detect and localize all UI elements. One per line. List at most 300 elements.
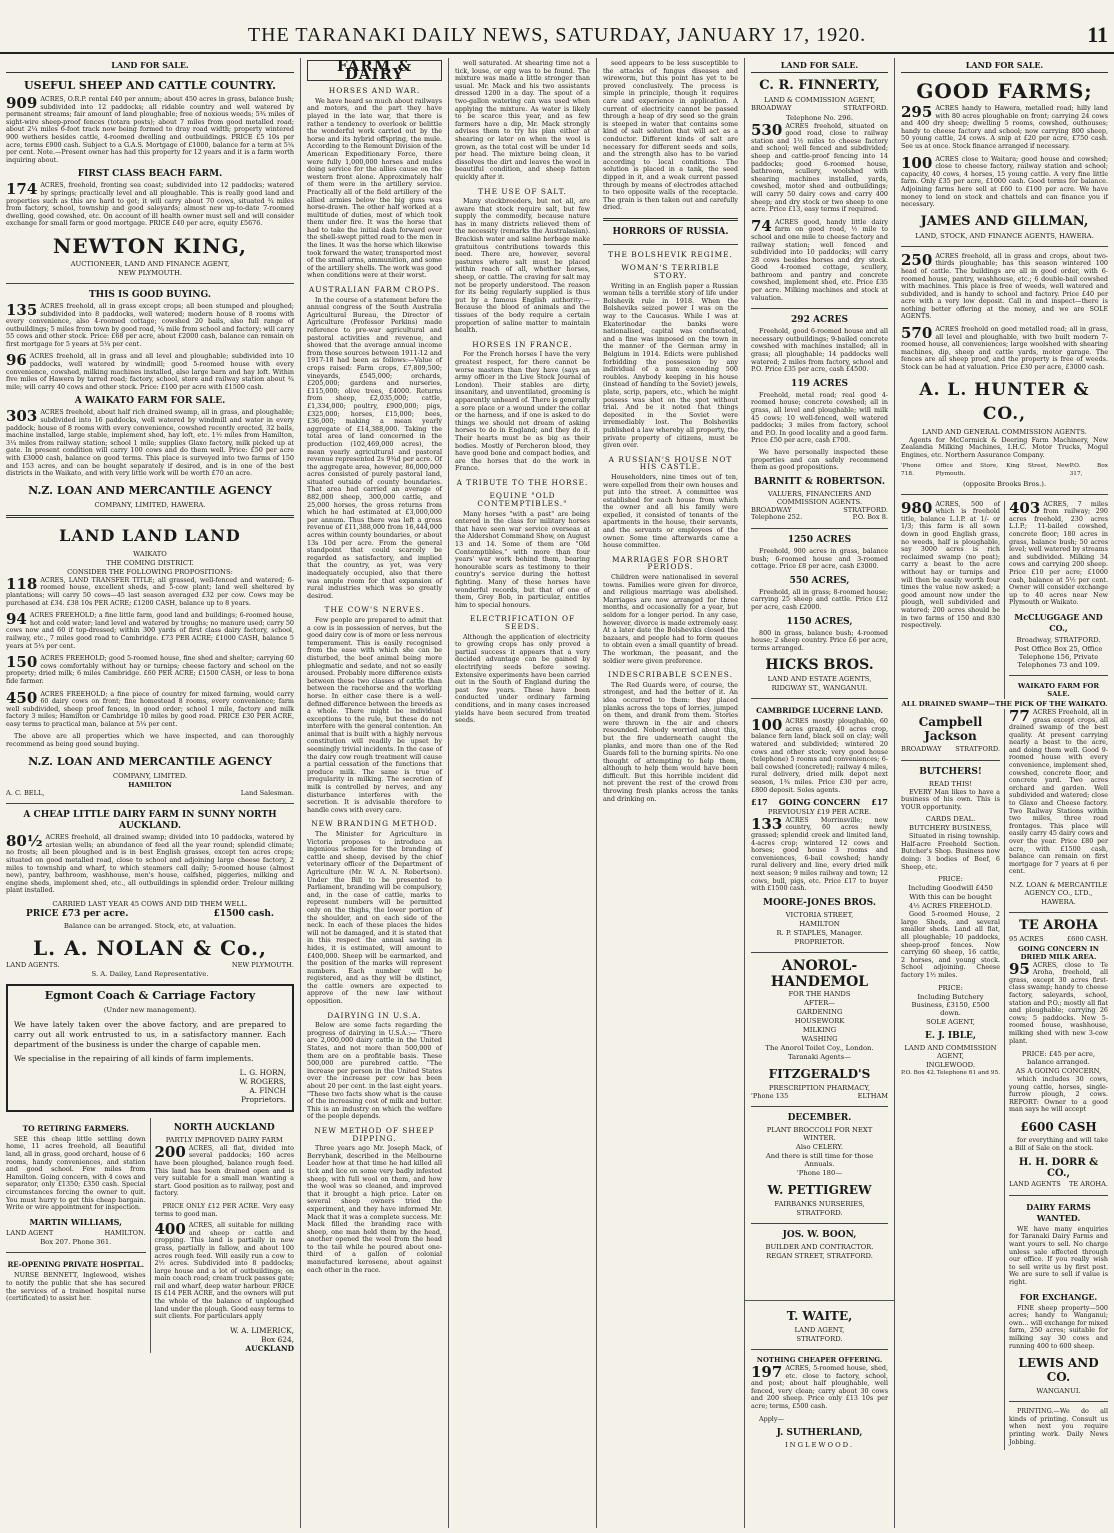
left-ad xyxy=(6,1118,146,1353)
agent-phone: 'Phone 718. xyxy=(901,463,921,477)
article-heading: HORRORS OF RUSSIA. xyxy=(612,226,729,237)
headline-row xyxy=(751,799,888,807)
agent-name: N.Z. LOAN AND MERCANTILE AGENCY xyxy=(28,754,272,768)
listing xyxy=(6,655,294,685)
listing-number: 135 xyxy=(6,300,38,319)
ad-title: Egmont Coach & Carriage Factory xyxy=(44,989,256,1003)
headline: 119 ACRES xyxy=(791,378,848,389)
article-heading: A RUSSIAN'S HOUSE NOT HIS CASTLE. xyxy=(608,454,733,472)
headline: USEFUL SHEEP AND CATTLE COUNTRY. xyxy=(24,79,276,92)
price-right: £17 xyxy=(871,797,888,808)
listing-number: 295 xyxy=(901,103,933,121)
ad-place: ELTHAM xyxy=(857,1091,888,1100)
headline: DAIRY FARMS WANTED. xyxy=(1026,1201,1091,1223)
note: Balance can be arranged. Stock, etc, at valuation. xyxy=(63,921,237,930)
agent-line xyxy=(901,463,1108,478)
article-text: Below are some facts regarding the progress of dairying in U.S.A.:— "There are 2,000,000 dairy cattle in the United States, and not more than 500,000 of them are on a profitable basis. These 500,000 are purebred cattle. "The increase per person in the United States over the increase per cow has been about 20 per cent. in the last eight years. "These two facts show what is the cause of the increasing cost of milk and butter. This is an industry on which the welfare of the people depends. xyxy=(307,1021,442,1121)
ad-title: DECEMBER. xyxy=(787,1113,852,1124)
article-text: In the course of a statement before the annual congress of the South Australia Agricultural Bureau, the Director of Agriculture (Professor Perkins) made reference to pre-war agricultural and pastoral activities and revenue, and showed that the average annual income from those sources between 1911-12 and 1917-18 had been as follows:—Value of crops raised: Farm crops, £7,809,500; vineyards, £545,000; orchards, £205,000; gardens and nurseries, £115,000; olive trees, £4000. Returns from sheep, £2,035,000; cattle, £1,334,000; poultry, £900,000; pigs, £325,000; horses, £15,000; bees, £36,000; making a mean yearly aggregate of £14,388,000. Taking the total area of land concerned in the production (102,469,000 acres), the mean yearly agricultural and pastoral revenue represented 2s 9¾d per acre. Of the aggregate area, however, 86,000,000 acres consisted of purely pastoral land, situated outside of county boundaries. That area had carried an average of 882,000 sheep, 300,000 cattle, and 25,000 horses, the gross returns from which he had estimated at £3,000,000 per annum. Thus there was left a gross revenue of £11,388,000 from 16,444,000 acres within county boundaries, or about 13s 10d per acre. From the general standpoint that could scarcely be regarded as satisfactory, and implied that the country, as yet, was very inadequately occupied, also that there was ample room for that expansion of rural industries which was so greatly desired. xyxy=(307,295,442,600)
cash: £600 CASH. xyxy=(1066,934,1108,943)
article-text: well saturated. At shearing time not a tick, louse, or egg was to be found. The mixture was made a little stronger than usual. Mr. Mack and his two assistants dressed 1200 in a day. The spout of a two-gallon watering can was used when applying the mixture. As water is likely to be scarce this year, and as few farmers have a dip, Mr. Mack strongly advises them to try his plan either at shearing or later on when the wool is grown, as the total cost will be under 1d per head. The mixture being clean, it dissolves the dirt and leaves the wool in beautiful condition, and sheep fatten quickly after it. xyxy=(455,59,590,181)
subheading: THE COMING DISTRICT. xyxy=(106,558,194,567)
agent-street: VICTORIA STREET, xyxy=(785,910,854,919)
headline: TE AROHA xyxy=(1019,917,1098,933)
article-heading: NEW BRANDING METHOD. xyxy=(311,819,438,829)
headline: THIS IS GOOD BUYING. xyxy=(88,289,211,300)
ad-line: 'Phone 180— xyxy=(796,1169,843,1178)
divider xyxy=(603,218,738,221)
listing xyxy=(6,409,294,477)
ad-subtitle: BUILDER AND CONTRACTOR. xyxy=(765,1243,874,1252)
price: PRICE: £45 per acre, balance arranged. xyxy=(1021,1050,1096,1067)
subheading: ALL DRAINED SWAMP—THE PICK OF THE WAIKATO. xyxy=(901,699,1108,708)
ad-phone: 'Phone 135 xyxy=(751,1091,789,1100)
ad-place: REGAN STREET, STRATFORD. xyxy=(766,1252,873,1261)
subheading: AS A GOING CONCERN, xyxy=(1015,1067,1102,1076)
masthead xyxy=(0,0,1114,54)
agent-name: H. H. DORR & CO., xyxy=(1018,1157,1099,1180)
divider xyxy=(603,244,738,245)
agent-subtitle: AUCTIONEER, LAND AND FINANCE AGENT, xyxy=(70,259,230,268)
listing xyxy=(6,688,294,729)
listing-text: Freehold, metal road; real good 4-roomed house; concrete cowshed; all in grass, all level and ploughable; will milk 45 cows; 10 well-fenced, well watered paddocks; 3 miles from factory, school and P.O. In good locality and a good farm. Price £50 per acre, cash £700. xyxy=(751,390,888,445)
masthead-title: THE TARANAKI DAILY NEWS, SATURDAY, JANUARY 17, 1920. xyxy=(247,24,867,46)
listing xyxy=(6,353,294,391)
agent-contact: Telephone 252. xyxy=(751,513,803,522)
agent-place: RIDGWAY ST., WANGANUI. xyxy=(771,684,868,693)
headline: RE-OPENING PRIVATE HOSPITAL. xyxy=(7,1260,145,1270)
agent-name: N.Z. LOAN AND MERCANTILE AGENCY xyxy=(28,483,272,497)
agent-name: MOORE-JONES BROS. xyxy=(763,897,876,908)
ad-line: GARDENING xyxy=(796,1007,843,1016)
listing-text: ACRES, LAND TRANSFER TITLE; all grassed, well-fenced and watered; 6-roomed house, excellent sheds, and 5-cow plant; land well sheltered by plantations; will carry 50 cows—45 last season averaged £32 per cow. Cows may be purchased at £34. £38 10s PER ACRE; £1200 CASH, balance up to 8 years. xyxy=(6,575,294,607)
article-text: Although the application of electricity to growing crops has only proved a partial success it appears that a very decided advantage can be gained by electrifying seeds before sowing. Extensive experiments have been carried out in the South of England during the past few years. These have been conducted under ordinary farming conditions, and in many cases increased yields have been secured from treated seeds. xyxy=(455,632,590,725)
listing-text: ACRES freehold, situated on good road, close to railway station and 1½ miles to cheese factory and school; well fenced and subdivided; sheep and cattle-proof fencing into 14 paddocks; good 6-roomed house, bathroom, scullery, woolshed with shearing machines installed, yards, cowshed, motor shed and outbuildings; will carry 50 dairy cows and carry 400 sheep; and dry stock or two sheep to one acre. Price £13, easy terms if required. xyxy=(751,121,888,214)
divider xyxy=(1009,1195,1108,1196)
agent-title: PROPRIETOR. xyxy=(794,937,845,946)
headline: NOTHING CHEAPER OFFERING. xyxy=(756,1356,883,1364)
article-subheading: WOMAN'S TERRIBLE STORY. xyxy=(621,263,720,281)
signature: W. ROGERS, xyxy=(239,1076,286,1086)
agent-subtitle: LAND & COMMISSION AGENT, xyxy=(763,96,876,104)
article-text: The Red Guards were, of course, the strongest, and had the better of it. An idea occurred to them: they placed planks across the tops of lorries, jumped on them, and drank from them. Stories were thrown in the air and cheers resounded. Nobody worried about this, but the fire underneath caught the planks, and more than one of the Red Guards fell to the burning spirits. No one thought of attempting to help them, although to help them would have been difficult. But this horrible incident did not prevent the rest of the crowd from throwing fresh planks across the tanks and drinking on. xyxy=(603,680,738,803)
listing-text: ACRES Freehold, all in grass except crops, all drained swamp of the best quality. At present carrying nearly a beast to the acre, and doing them well. Good 9-roomed house with every convenience, implement shed, cowshed, concrete floor, and concrete yard. Two acres orchard and garden. Well subdivided and watered; close to Glaxo and Cheese factory. Two Railway Stations within two miles, three road frontages. This place will easily carry 45 dairy cows and over the year. Price £80 per acre, with £1500 cash, balance can remain on first mortgage for 7 years at 6 per cent. xyxy=(1009,707,1108,876)
ad-line: And there is still time for those Annuals. xyxy=(765,1152,874,1169)
article-text: We have heard so much about railways and motors, and the part they have played in the late war, that there is rather a tendency to overlook or belittle the wonderful work carried out by the horse and its hybrid offspring, the mule. According to the Remount Division of the American Expeditionary Force, there were fully 1,000,000 horses and mules doing service for the allies cause on the western front alone. Approximately half of them were in the artillery service. Practically all of the field artillery of the allied armies below the big guns was horse-drawn. The other half worked at a multitude of duties, most of which took them under fire. It was the horse that had to take the initial dash forward over the shell-swept pitted road to the men in the lines. It was the horse which likewise took forward the water, transported most of the small arms, ammunition, and some of the artillery shells. The work was good when conditions were at their worst. xyxy=(307,96,442,280)
agent-place: STRATFORD. xyxy=(955,744,1000,753)
listing-number: 100 xyxy=(901,153,933,172)
article-heading: HORSES AND WAR. xyxy=(328,86,421,96)
listing xyxy=(901,498,1000,630)
ad-text: for everything and will take a Bill of Sale on the stock. xyxy=(1009,1136,1108,1152)
agent-box: P.O. Box 8. xyxy=(852,513,888,522)
ad-subtitle: FAIRBANKS NURSERIES, xyxy=(774,1200,865,1209)
article-text: Many stockbreeders, but not all, are aware that stock require salt, but few supply the commodity, because nature has in many districts relieved them of the necessity (remarks the Australasian). Brackish water and saline herbage make gratuitous contributions towards this need. There are, however, several pastures where salt must be placed within reach of all, whether horses, sheep, or cattle. The craving for salt may not be properly understood. The reason for its being regularly supplied is thus put by a famous English authority:—Because the blood of animals and the tissues of the body require a certain proportion of saline matter to maintain health. xyxy=(455,197,590,335)
agent-name: HICKS BROS. xyxy=(765,657,874,674)
agent-name: A. L. HUNTER & CO., xyxy=(919,379,1090,424)
agent-name: E. J. IBLE, xyxy=(924,1030,977,1041)
listing-number: 250 xyxy=(901,250,933,269)
listing-number: 200 xyxy=(154,1142,186,1161)
subheading: CONSIDER THE FOLLOWING PROPOSITIONS: xyxy=(67,567,233,576)
article-text: Few people are prepared to admit that a cow is in possession of nerves, but the good dairy cow is of more or less nervous temperament. This is easily recognised from the ease with which she can be disturbed, the beef animal being more phlegmatic and sedate, and not so easily aroused. Probably more difference exists between these two classes of cattle than between the racehorse and the working horse. In either case there is a well-defined difference between the breeds as a whole. There might be individual exceptions to the rule, but these do not interfere with the general contention. An animal that is built with a highly nervous constitution will readily be upset by seemingly trivial incidents. In the case of the dairy cow rough treatment will cause a partial cessation of the functions that produce milk. The same is true of irregularity in milking. The secretion of milk is controlled by nerves, and any disturbance interferes with the secretion. It is advisable therefore to handle cows with every care. xyxy=(307,615,443,814)
agent-name: N.Z. LOAN & MERCANTILE AGENCY CO., LTD., xyxy=(1009,880,1108,897)
agent-name: BARNITT & ROBERTSON. xyxy=(754,476,885,487)
agent-place: HAMILTON xyxy=(128,780,172,789)
price-label: PRICE: xyxy=(938,983,963,992)
divider xyxy=(1009,912,1108,913)
agent-place: WANGANUI. xyxy=(1036,1387,1081,1396)
listing-text: Freehold, all in grass; 8-roomed house; carrying 25 sheep and cattle. Price £12 per acre, cash £2000. xyxy=(751,587,888,611)
ad-line: Taranaki Agents— xyxy=(788,1052,851,1061)
listing xyxy=(6,612,294,650)
agent-place: HAWERA. xyxy=(1041,897,1076,906)
article-text: The Minister for Agriculture in Victoria proposes to introduce an ingenious scheme for the branding of cattle and sheep, devised by the chief veterinary officer of the Department of Agriculture (Mr. W. A. N. Robertson). Under the Bill to be presented to Parliament, branding will be compulsory, and, in the case of cattle, marks to represent numbers will be permitted only on the thighs, the lower portion of the shoulder, and on each side of the neck. In each of these places the hides will not be damaged, and it is stated that in this respect the annual saving in hides, it is estimated, will amount to £400,000. Sheep will be earmarked, and the position of the marks will represent numbers. Each number will be registered, and as they will be distinct, the cattle owners are expected to approve of the new law without opposition. xyxy=(307,830,442,1006)
article-text: seed appears to be less susceptible to the attacks of fungus diseases and wireworm, but this point has yet to be proved conclusively. The process is simple in principle, though it requires care and experience in application. A current of electricity cannot be passed through a heap of dry seed so the grain is steeped in water that contains some kind of salt solution that will act as a conductor. Different kinds of salt are necessary for different seeds and soils, and the strength also has to be varied according to local conditions. The solution is placed in a tank, the seed dipped in it, and a weak current passed through by means of electrodes attached to two opposite walls of the receptacle. The grain is then taken out and carefully dried. xyxy=(603,59,738,212)
section-heading: LAND FOR SALE. xyxy=(901,60,1108,73)
agent-subtitle: VALUERS, FINANCIERS AND COMMISSION AGENTS. xyxy=(767,489,872,506)
ad-text: WE have many enquiries for Taranaki Dairy Farms and want yours to sell. No charge unless sale effected through our office. If you really wish to sell write us by first post. We are sure to sell if value is right. xyxy=(1009,1224,1108,1286)
ad-text: which includes 30 cows, young cattle, horses, single-furrow plough, 2 cows. REPORT: Owner to a good man says he will accept xyxy=(1009,1075,1108,1114)
acreage: 95 ACRES xyxy=(1009,934,1044,943)
listing xyxy=(901,250,1108,321)
headline: BUTCHERS! xyxy=(919,766,982,777)
agent-subtitle: COMPANY, LIMITED. xyxy=(112,771,188,780)
article-text: Three years ago Mr. Joseph Mack, of Berrybank, described in the Melbourne Leader how at that time he had killed all tick and lice on some very badly infested sheep, with full wool on them, and how the wool was so cleaned, and improved that it brought a high price. Later on several sheep owners tried the experiment, and they have informed Mr. Mack that it was a complete success. Mr. Mack filled the branding race with sheep, one man held them by the head, another opened the wool from the head to the tail while he poured about one-third of a gallon of colonial manufactured kerosene, about against each other in the race. xyxy=(307,1144,442,1274)
section-heading: LAND FOR SALE. xyxy=(6,60,294,73)
listing-number: 150 xyxy=(6,653,38,672)
listing-number: 80½ xyxy=(6,832,43,851)
right-listing xyxy=(1004,498,1108,699)
listing-text: ACRES, close to Te Aroha, freehold, all grass, except 30 acres first-class swamp; handy to cheese factory, saleyards, school, station and P.O.; mostly all flat and ploughable; carrying 26 cows; 5 paddocks. New 5-roomed house, washhouse, milking shed with new 3-cow plant. xyxy=(1009,960,1108,1045)
ad-title: FITZGERALD'S xyxy=(768,1066,871,1081)
divider xyxy=(6,515,294,518)
ad-line: MILKING xyxy=(802,1025,837,1034)
price: PRICE ONLY £12 PER ACRE. Very easy terms to good man. xyxy=(154,1201,294,1218)
divider xyxy=(1009,675,1108,676)
agent-contact: Telephone No. 296. xyxy=(786,113,853,122)
listing-number: 909 xyxy=(6,94,38,112)
listing-text: ACRES FREEHOLD; a fine piece of country for mixed farming, would carry 60 dairy cows on front; fine homestead 8 rooms, every convenience; farm well subdivided, sheep proof fences, in good order; school 1 mile, factory and milk factory 3 miles; Hamilton or Cambridge 10 miles by good road. PRICE £30 PER ACRE, easy terms to practical man, balance at 5¼ per cent. xyxy=(6,689,294,728)
article-heading: A TRIBUTE TO THE HORSE. xyxy=(456,477,589,487)
ad-paragraph: We specialise in the repairing of all kinds of farm implements. xyxy=(14,1053,254,1063)
listing xyxy=(1009,498,1108,607)
agent-place: STRATFORD. xyxy=(843,104,888,112)
section-heading: LAND FOR SALE. xyxy=(751,60,888,73)
divider xyxy=(751,528,888,529)
subheading: READ THIS! xyxy=(928,779,973,788)
agent-place: STRATFORD. xyxy=(843,505,888,514)
subheading: 4½ ACRES FREEHOLD. xyxy=(908,902,993,911)
divider xyxy=(6,283,294,284)
price-label: PRICE: xyxy=(938,875,963,884)
ad-text: NURSE BENNETT, Inglewood, wishes to notify the public that she has secured the services of a trained hospital nurse (certificated) to assist her. xyxy=(6,1271,146,1303)
subheading: CARDS DEAL. xyxy=(925,815,976,824)
agent-place: TE AROHA. xyxy=(1068,1180,1108,1189)
column-1 xyxy=(0,58,300,1528)
agent-box: P.O. Box 317, xyxy=(1069,463,1108,477)
listing-number: 403 xyxy=(1009,498,1041,517)
listing xyxy=(6,182,294,228)
ad-subtitle: PRESCRIPTION PHARMACY, xyxy=(768,1083,871,1092)
headline: NORTH AUCKLAND xyxy=(173,1122,275,1133)
agent-line xyxy=(751,105,888,113)
subheading: PARTLY IMPROVED DAIRY FARM xyxy=(165,1135,283,1144)
listing-text: 800 in grass, balance bush; 4-roomed house; 2 sheep country. Price £6 per acre, terms arranged. xyxy=(751,628,888,652)
listing xyxy=(751,814,888,893)
ad-line: HOUSEWORK xyxy=(794,1016,845,1025)
agent-subtitle: LAND AND ESTATE AGENTS, xyxy=(767,675,872,684)
price: Including Goodwill £450 xyxy=(908,884,993,893)
listing-text: ACRES, 5-roomed house, shed, etc. close to factory, school, and post; about half ploughable, well fenced, very clean; carry about 30 cows and 200 sheep. Price only £13 10s per acre; terms, £500 cash. xyxy=(751,1364,888,1410)
subheading: CARRIED LAST YEAR 45 COWS AND DID THEM WELL. xyxy=(52,900,248,908)
ad-title: W. PETTIGREW xyxy=(767,1183,872,1198)
agent-street: BROADWAY xyxy=(901,744,942,753)
agent-name: JAMES AND GILLMAN, xyxy=(920,213,1089,229)
ad-text: Situated in rising township. Half-acre Freehold Section. Butcher's Shop. Business now doing: 3 bodies of Beef, 6 Sheep, etc. xyxy=(901,832,1000,871)
listing-text: ACRES FREEHOLD; good 5-roomed house, fine shed and shelter; carrying 60 cows comfortably without hay or turnips; cheese factory and school on the property; dried milk; 6 miles Cambridge. £60 PER ACRE; £1500 CASH, or less to bona fide farmer. xyxy=(6,654,294,685)
headline: 292 ACRES xyxy=(791,315,848,326)
listing-text: Freehold, 900 acres in grass, balance bush; 6-roomed house and 3-roomed cottage. Price £8 per acre, cash £3000. xyxy=(751,546,888,571)
agent-place: NEW PLYMOUTH. xyxy=(117,268,183,277)
article-heading: MARRIAGES FOR SHORT PERIODS. xyxy=(611,554,730,572)
article-subheading: THE BOLSHEVIK REGIME. xyxy=(608,249,733,259)
article-text: Many horses "with a past" are being entered in the class for military horses that have seen war service overseas at the Aldershot Command Show, on August 13 and 14. Some of them are "Old Contemptibles," with more than four years' war work behind them, bearing honourable scars as testimony to their country's service during the hottest fighting. Many of these horses have wonderful records, but that of one of them, Grey Bob, in particular, entitles him to special honours. xyxy=(455,509,590,609)
listing-text: ACRES mostly ploughable, 60 acres grazed, 40 acres crop, balance fern land, black soil on clay; well watered and subdivided; wintered 20 cows and other stock; very good house (telephone) 5 rooms and conveniences; 6-bail cowshed (concreted); railway 4 miles, rural delivery, dried milk depot next season, 1¾ miles. Price £30 per acre, £800 deposit. Soles agents. xyxy=(751,717,888,794)
ad-text: FINE sheep property—500 acres; handy to Wanganui; own... will exchange for mixed farm, 250 acres; suitable for milking say 30 cows and running 400 to 600 sheep. xyxy=(1009,1303,1108,1350)
listing-number: 530 xyxy=(751,120,783,139)
listing-number: 77 xyxy=(1009,706,1030,725)
agent-line xyxy=(6,962,294,970)
agent-subtitle: LAND AND COMMISSION AGENT, xyxy=(904,1043,997,1060)
listing-text: Freehold, good 6-roomed house and all necessary outbuildings; 9-bailed concrete cowshed with machines installed; all in grass; all ploughable; 14 paddocks well watered; 2 miles from factory, school and P.O. Price £35 per acre, cash £4500. xyxy=(751,327,888,374)
listing-text: ACRES freehold, all drained swamp; divided into 10 paddocks, watered by artesian wells; an abundance of feed all the year round; splendid climate; no frosts; all been ploughed and is in best English grasses, except ten acres crops; situated on good metalled road, close to school and adjoining large cheese factory, 2 miles to township and wharf, to which steamers call daily; 5-roomed house (almost new), pantry, bathroom, washhouse, men's house, calfshed, piggeries, milking and engine sheds, implement shed, etc., all outbuildings in splendid order. Trelour milking plant installed. xyxy=(6,833,294,895)
price-line xyxy=(26,911,274,919)
divider xyxy=(751,308,888,309)
agent-line xyxy=(901,1070,1000,1078)
listing xyxy=(751,1365,888,1411)
agent-subtitle: LAND, STOCK, AND FINANCE AGENTS, HAWERA. xyxy=(915,231,1094,240)
divider xyxy=(751,1106,888,1107)
divider xyxy=(6,803,294,804)
article-text: Writing in an English paper a Russian woman tells a terrible story of life under Bolshevik rule in 1918. When the Bolsheviks seized power I was on the way to the Caucasus. While I was at Ekaterinodar the banks were nationalised, capital was confiscated, and a fine was imposed on the town in the manner of the German army in Belgium in 1914. Edicts were published forbidding the possession by any individual of a sum exceeding 500 roubles. Anybody keeping in his house (instead of handing to the Soviet) jewels, plate, scrip, papers, etc., which he might possess was shot on the spot without trial. And be it noted that things deposited in the Soviet were irremediably lost. The Bolsheviks published a law whereby all property, the private property of citizens, must be given over. xyxy=(603,281,738,450)
listing xyxy=(155,1222,295,1321)
listing-number: 74 xyxy=(751,216,772,235)
price-left: £17 xyxy=(751,797,768,808)
price-big: £600 CASH xyxy=(1020,1120,1097,1135)
agent-place: HAMILTON xyxy=(799,919,840,928)
left-listing xyxy=(901,709,1000,1450)
divider xyxy=(901,760,1000,761)
listing-text: ACRES handy to Hawera, metalled road; hilly land with 80 acres ploughable on front; carrying 24 cows and 400 dry sheep; dwelling 5 rooms, cowshed, outhouses; handy to cheese factory and school; now carrying 800 sheep, 50 young cattle, 24 cows. A snip at £20 per acre, £750 cash. See us at once. Stock finance arranged if necessary. xyxy=(901,104,1108,150)
article-text: Householders, nine times out of ten, were expelled from their own houses and put into the street. A committee was established for each house from which the owner and all his family were expelled, it consisted of tenants of the apartments in the house, their servants, and the servants or employees of the owner. Some time afterwards came a house committee. xyxy=(603,472,738,550)
agent-place: INGLEWOOD. xyxy=(925,1060,976,1069)
split-listings xyxy=(901,498,1108,699)
listing-number: 95 xyxy=(1009,959,1030,978)
listing-text: ACRES FREEHOLD; a fine little farm, good land and buildings; 6-roomed house, hot and cold water; land level and watered by troughs; no manure used; carry 50 cows now and 60 if top-dressed; within 300 yards of first class dairy factory, school, railway, etc., 7 miles good road to Cambridge. £73 PER ACRE; £1000 CASH, balance 5 years at 5¼ per cent. xyxy=(6,611,294,650)
listing xyxy=(1009,706,1108,876)
article-heading: DAIRYING IN U.S.A. xyxy=(327,1010,422,1020)
agent-phone: Telephone 61 and 95. xyxy=(936,1069,1000,1076)
agent-label: LAND AGENTS xyxy=(1009,1180,1061,1189)
agent-line xyxy=(6,790,294,798)
listing-number: 174 xyxy=(6,180,38,199)
split-listings xyxy=(901,706,1108,1450)
listing-number: 133 xyxy=(751,814,783,833)
agent-address: Office and Store, King Street, New Plymouth. xyxy=(935,463,1070,477)
listing-number: 100 xyxy=(751,716,783,735)
price: Including Butchery Business, £3150, £500 down. xyxy=(911,992,990,1017)
subheading: WAIKATO xyxy=(133,549,167,558)
ad-subtitle: FOR THE HANDS xyxy=(788,989,851,998)
agent-contact: A. C. BELL, xyxy=(6,788,45,797)
headline: 1150 ACRES, xyxy=(786,616,853,627)
column-3 xyxy=(448,58,596,1528)
agent-street: BROADWAY xyxy=(751,104,792,112)
headline-row xyxy=(1009,936,1108,944)
agent-box: P.O. Box 42. xyxy=(901,1069,936,1076)
signature: Proprietors. xyxy=(240,1094,286,1104)
divider xyxy=(1009,1401,1108,1402)
listing-text: ACRES freehold, all in grass and crops, about two-thirds ploughable; has this season wintered 100 head of cattle. The buildings are all in good order, with 6-roomed house, pantry, washhouse, etc.; 6 double-bail cowshed with machines. This place is free of weeds, well watered and subdivided, and is handy to school and factory. Price £40 per acre with a very low deposit. Call in and inspect—there is nothing better offering at the money, and we are SOLE AGENTS. xyxy=(901,251,1108,321)
agent-text: Agents for McCormick & Deering Farm Machinery, New Zealandia Milking Machines, I.H.C. Motor Trucks, Mogul Engines, etc. Northern Assurance Company. xyxy=(901,435,1108,459)
listing-text: ACRES freehold, all in grass and all level and ploughable; subdivided into 10 paddocks, well watered by windmill; good 5-roomed house with every convenience, cowshed, milking machines installed, also large barn and hay loft. Within five miles of Hawera by tarred road; factory, school, store and railway station about ¾ mile; will carry 40 cows and other stock. Price: £100 per acre with £1500 cash. xyxy=(6,352,294,391)
listing xyxy=(154,1142,295,1198)
agent-name: Campbell Jackson xyxy=(918,714,983,743)
section-heading: FARM & DAIRY xyxy=(307,60,442,81)
page-number: 11 xyxy=(1087,22,1108,47)
divider xyxy=(751,1349,888,1350)
ad-title: JOS. W. BOON, xyxy=(782,1230,857,1241)
listing-text: ACRES freehold, all in grass except crops; all been stumped and ploughed; subdivided into 8 paddocks, well watered; modern house of 8 rooms with every convenience, also 4-roomed cottage; cowshed 20 bails, also full range of outbuildings; 5 miles from town by good road, ¾ mile from school and factory; will carry 55 cows and other stock. Price: £68 per acre, about £2000 cash, balance can remain on first mortgage for 5 years at 5¼ per cent. xyxy=(6,301,294,348)
agent-place: HAMILTON. xyxy=(104,1228,146,1237)
ad-text: EVERY Man likes to have a business of his own. This is YOUR opportunity. xyxy=(901,787,1000,811)
signature: L. G. HORN, xyxy=(239,1067,286,1077)
article-heading: THE COW'S NERVES. xyxy=(324,605,425,615)
headline: GOOD FARMS; xyxy=(916,79,1093,103)
divider xyxy=(901,494,1108,495)
divider xyxy=(751,1223,888,1224)
listing xyxy=(901,153,1108,209)
agent-line xyxy=(6,1230,146,1238)
article-text: For the French horses I have the very greatest respect, for there cannot be worse masters than they have (says an army officer in the Live Stock Journal of London). Their stables are dirty, insanitary, and unventilated, grooming is apparently unheard of. There is generally a sore place or a wound under the collar or the harness, and if one is asked to do things we should not dream of asking horses to do in England; and they do it. Their hearts must be as big as their bodies. Mostly of Percheron blood, they have good bone and compact bodies, and are the horses that do the work in France. xyxy=(455,350,590,473)
listing-number: 980 xyxy=(901,498,933,517)
left-listing xyxy=(901,498,1000,699)
listing xyxy=(751,216,888,303)
agent-contact: Box 624, xyxy=(261,1334,294,1344)
column-2 xyxy=(300,58,448,1528)
subheading: GOING CONCERN IN DRIED MILK AREA. xyxy=(1017,944,1100,961)
listing-number: 450 xyxy=(6,688,38,707)
listing-number: 303 xyxy=(6,407,38,426)
note: Apply— xyxy=(759,1414,784,1423)
listing xyxy=(6,96,294,164)
agent-name: C. R. FINNERTY, xyxy=(759,78,880,93)
agent-name: T. WAITE, xyxy=(786,1309,853,1323)
coach-factory-ad xyxy=(6,984,294,1112)
agent-subtitle: LAND AGENT, xyxy=(794,1326,845,1334)
agent-place: AUCKLAND xyxy=(245,1343,294,1353)
agent-name: MARTIN WILLIAMS, xyxy=(29,1216,122,1227)
agent-name: W. A. LIMERICK, xyxy=(230,1325,294,1335)
agent-place: INGLEWOOD. xyxy=(784,1441,855,1450)
ad-paragraph: We have lately taken over the above factory, and are prepared to carry out all work entrusted to us, in a satisfactory manner. Each department of the business is under the charge of capable men. xyxy=(14,1019,286,1049)
headline: FOR EXCHANGE. xyxy=(1019,1291,1098,1302)
agent-name: J. SUTHERLAND, xyxy=(776,1428,863,1439)
agent-title: Land Salesman. xyxy=(240,788,294,797)
headline: CAMBRIDGE LUCERNE LAND. xyxy=(756,706,883,716)
cash: £1500 cash. xyxy=(213,909,274,919)
listing-text: ACRES, O.R.P. rental £40 per annum; about 450 acres in grass, balance bush; subdivided into 12 paddocks; all ridable country and well watered by permanent streams; fair amount of land ploughable; free of noxious weeds; 5¾ miles of sight-wire sheep-proof fences (totara posts); about 7 miles from good metalled road; about 2¼ miles 6-foot track now being formed to dray road width; property wintered 900 wethers besides cattle, 4-roomed dwelling and outbuildings. PRICE £5 10s per acre, terms £900 cash. Subject to a G.A.S. Mortgage of £1000, balance for a term at 5¼ per cent. Note.—Present owner has had this property for 12 years and it is a farm worth inquiring about. xyxy=(6,95,294,164)
listing xyxy=(6,574,294,607)
article-heading: AUSTRALIAN FARM CROPS. xyxy=(308,285,441,295)
listing-text: ACRES, 500 of which is freehold title, balance L.I.P. at 1/- or 1/3; this farm is all sown down in good English grass, no weeds, half is ploughable, say 3000 acres is rich reclaimed swamp (no peat); carry a beast to the acre without hay or turnips and will then be easily worth four times the value now asked; a good amount now under the plough, well subdivided and watered; 200 acres should be in two farms of 150 and 830 respectively. xyxy=(901,499,1000,630)
listing-number: 400 xyxy=(154,1220,186,1239)
listing-text: ACRES, all flat, divided into several paddocks; 160 acres have been ploughed, balance rough feed. This land has been drained open and is very suitable for a small man wanting a start. Good position as to railway, post and factory. xyxy=(154,1143,294,1198)
agent-rep: R. P. STAPLES, Manager. xyxy=(776,928,863,937)
listing xyxy=(901,105,1108,151)
headline: LAND LAND LAND xyxy=(59,525,241,545)
headline: GOING CONCERN xyxy=(778,797,861,808)
ad-subtitle: (Under new management). xyxy=(103,1005,197,1014)
listing xyxy=(901,326,1108,372)
column-4 xyxy=(596,58,744,1528)
article-heading: INDESCRIBABLE SCENES. xyxy=(608,670,733,680)
agent-contact: Post Office Box 25, Office Telephone 156, Private Telephones 73 and 109. xyxy=(1014,644,1103,669)
agent-subtitle: LAND AND GENERAL COMMISSION AGENTS. xyxy=(922,427,1087,436)
price: PRICE £73 per acre. xyxy=(26,909,129,919)
signature: A. FINCH xyxy=(249,1085,286,1095)
headline: WAIKATO FARM FOR SALE. xyxy=(1017,681,1100,698)
agent-rep: S. A. Dailey, Land Representative. xyxy=(91,970,209,979)
listing xyxy=(751,120,888,214)
agent-name: McCLUGGAGE AND CO., xyxy=(1014,611,1103,633)
article-heading: HORSES IN FRANCE. xyxy=(472,339,573,349)
agent-note: (opposite Brooks Bros.). xyxy=(962,479,1047,488)
agent-name: LEWIS AND CO. xyxy=(1018,1356,1099,1385)
ad-line: PLANT BROCCOLI FOR NEXT WINTER. xyxy=(766,1126,873,1143)
ad-line: The Anorol Toilet Coy., London. xyxy=(765,1043,874,1052)
ad-line xyxy=(751,1093,888,1101)
listing-text: ACRES close to Waitara; good house and cowshed; close to cheese factory, railway station and school; capacity, 40 cows, 4 horses, 15 young cattle. A very fine little farm. Only £35 per acre, £1000 cash. Good terms for balance. Adjoining farms here sell at £60 to £100 per acre. We have money to lend on stock and chattels and can finance you if necessary. xyxy=(901,154,1108,209)
listing xyxy=(6,834,294,895)
headline: 550 ACRES, xyxy=(789,575,850,586)
divider xyxy=(6,1252,146,1253)
article-heading: NEW METHOD OF SHEEP DIPPING. xyxy=(314,1125,435,1143)
subheading: PREVIOUSLY £19 PER ACRE. xyxy=(767,807,872,816)
listing-number: 570 xyxy=(901,324,933,343)
agent-title: SOLE AGENT, xyxy=(926,1017,975,1026)
listing-number: 197 xyxy=(751,1363,783,1381)
agent-place: Broadway, STRATFORD. xyxy=(1016,635,1101,644)
headline: TO RETIRING FARMERS. xyxy=(22,1123,129,1133)
agent-label: LAND AGENT xyxy=(6,1228,54,1237)
listing xyxy=(6,300,294,349)
listing-number: 94 xyxy=(6,610,27,629)
agent-name: NEWTON KING, xyxy=(53,233,247,258)
divider xyxy=(751,952,888,953)
agent-street: BROADWAY xyxy=(751,505,792,514)
article-subheading: EQUINE "OLD CONTEMPTIBLES." xyxy=(477,491,568,509)
agent-line xyxy=(901,746,1000,754)
note: We have personally inspected these properties and can safely recommend them as good propositions. xyxy=(751,447,888,472)
listing-text: ACRES, freehold, fronting sea coast; subdivided into 12 paddocks; watered by springs; practically level and all ploughable. This is really good land and properties such as this are hard to get; it will carry about 70 cows, situated ¾ miles from factory, school, township and good saleyards; almost new up-to-date 7-roomed dwelling, good cowshed, etc. On account of ill health owner must sell and will consider exchange for small farm or good mortgage. PRICE £40 per acre, equity £5676. xyxy=(6,181,294,228)
note: The above are all properties which we have inspected, and can thoroughly recommend as being good sound buying. xyxy=(6,732,294,749)
agent-line xyxy=(1009,1181,1108,1189)
listing-text: ACRES, 7 miles from railway; 290 acres freehold, 230 acres L.I.P.; 11-bailed cowshed, concrete floor; 180 acres in grass, balance bush; 50 acres level; well watered by streams and subdivided. Milking 34 cows and carrying 200 sheep. Price £10 per acre; £1000 cash, balance at 5½ per cent. Owner will consider exchange up to 40 acres near New Plymouth or Waikato. xyxy=(1009,499,1108,607)
right-listing xyxy=(1004,706,1108,1450)
listing-text: ACRES, all suitable for milking and sheep or cattle and cropping. This land is partially in new grass, partially in fallow, and about 100 acres rough feed. Will easily run a cow to 2½ acres. Subdivided into 8 paddocks; large house and a lot of outbuildings; on main coach road; cream truck passes gate; rail and wharf, deep water harbour. PRICE IS £14 PER ACRE, and the owners will put the whole of the balance of unploughed land under the plough. Good easy terms to suit clients. For particulars apply xyxy=(154,1221,295,1321)
